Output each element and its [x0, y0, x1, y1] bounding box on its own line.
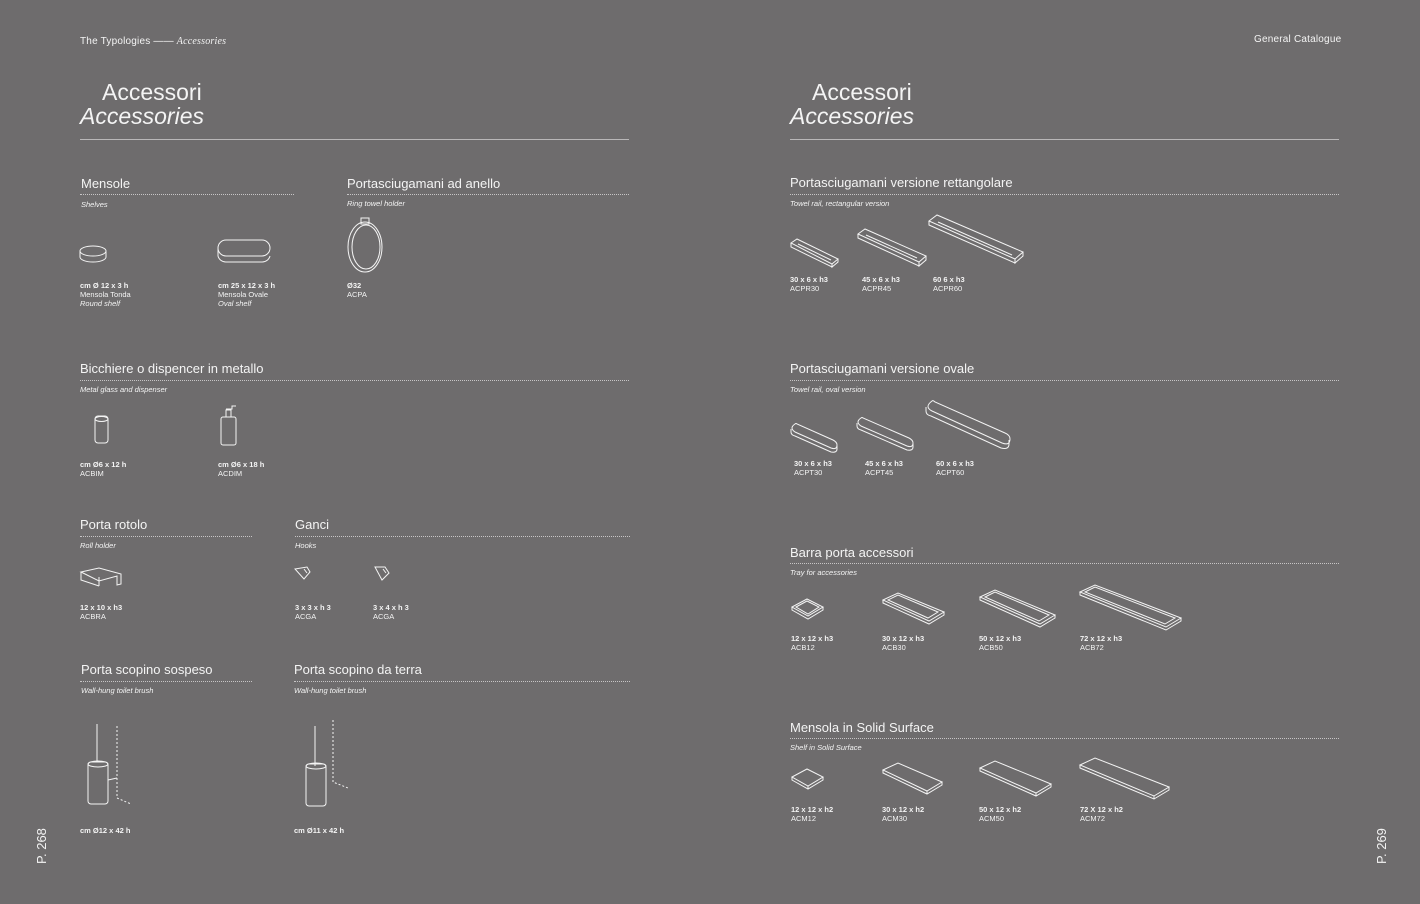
catalogue-label: General Catalogue	[1254, 34, 1342, 45]
item-code: ACB30	[882, 643, 906, 652]
item-spec	[295, 603, 331, 621]
tray-icon	[979, 589, 1057, 629]
glass-icon	[95, 416, 109, 444]
section-subtitle-scopino-sospeso: Wall-hung toilet brush	[81, 686, 154, 695]
section-divider	[80, 681, 252, 682]
item-spec	[936, 459, 974, 477]
section-divider	[790, 194, 1339, 195]
section-title-rotolo: Porta rotolo	[80, 517, 148, 532]
item-spec	[791, 805, 833, 823]
item-spec	[80, 460, 126, 478]
item-spec	[862, 275, 900, 293]
oval-shelf-icon	[218, 238, 272, 264]
item-dim: 12 x 10 x h3	[80, 603, 123, 612]
wall-brush-icon	[86, 722, 134, 810]
section-subtitle-scopino-terra: Wall-hung toilet brush	[294, 686, 367, 695]
page-title-it: Accessori	[102, 79, 202, 105]
item-code: ACPR45	[862, 284, 892, 293]
solid-shelf-icon	[979, 760, 1053, 800]
item-dim: 60 6 x h3	[933, 275, 965, 284]
section-divider	[294, 681, 630, 682]
section-title-rett: Portasciugamani versione rettangolare	[790, 175, 1013, 190]
item-spec	[218, 281, 275, 308]
item-dim: 30 x 12 x h2	[882, 805, 925, 814]
page-number-right: P. 269	[1374, 828, 1389, 864]
item-spec	[373, 603, 409, 621]
section-divider	[790, 563, 1339, 564]
item-spec	[1080, 634, 1122, 652]
item-dim: 3 x 3 x h 3	[295, 603, 331, 612]
item-code: ACB72	[1080, 643, 1104, 652]
section-subtitle-mensole: Shelves	[81, 200, 108, 209]
item-code: ACM72	[1080, 814, 1106, 823]
item-dim: cm 25 x 12 x 3 h	[218, 281, 276, 290]
section-subtitle-bicchiere: Metal glass and dispenser	[80, 385, 168, 394]
section-title-anello: Portasciugamani ad anello	[347, 176, 501, 191]
item-code: ACPR60	[933, 284, 963, 293]
item-spec	[979, 805, 1021, 823]
section-subtitle-rotolo: Roll holder	[80, 541, 116, 550]
page-title-en-right: Accessories	[790, 103, 914, 129]
section-subtitle-ganci: Hooks	[295, 541, 317, 550]
item-dim: 30 x 6 x h3	[790, 275, 828, 284]
item-spec	[294, 826, 344, 835]
item-spec	[1080, 805, 1123, 823]
item-code: ACPR30	[790, 284, 820, 293]
item-name-en: Oval shelf	[218, 299, 252, 308]
section-divider	[80, 536, 252, 537]
section-subtitle-barra: Tray for accessories	[790, 568, 857, 577]
item-spec	[790, 275, 828, 293]
title-divider	[80, 139, 629, 140]
item-code: ACM30	[882, 814, 908, 823]
breadcrumb-italic: Accessories	[176, 36, 227, 47]
item-dim: 72 x 12 x h3	[1080, 634, 1123, 643]
item-dim: 60 x 6 x h3	[936, 459, 974, 468]
title-divider-right	[790, 139, 1339, 140]
section-title-solid: Mensola in Solid Surface	[790, 720, 934, 735]
item-spec	[979, 634, 1021, 652]
section-subtitle-anello: Ring towel holder	[347, 199, 405, 208]
tray-icon	[882, 592, 946, 626]
ring-holder-icon	[346, 218, 386, 274]
solid-shelf-icon	[882, 762, 944, 798]
item-dim: 50 x 12 x h3	[979, 634, 1022, 643]
round-shelf-icon	[80, 244, 108, 264]
item-code: ACGA	[295, 612, 317, 621]
breadcrumb: The Typologies —— Accessories	[80, 36, 227, 47]
item-dim: cm Ø6 x 18 h	[218, 460, 265, 469]
item-dim: Ø32	[347, 281, 362, 290]
item-dim: cm Ø6 x 12 h	[80, 460, 127, 469]
item-code: ACB50	[979, 643, 1003, 652]
section-divider	[790, 380, 1339, 381]
item-dim: 45 x 6 x h3	[865, 459, 903, 468]
item-spec	[933, 275, 965, 293]
hook-icon	[373, 565, 391, 581]
section-title-scopino-terra: Porta scopino da terra	[294, 662, 422, 677]
item-dim: 30 x 6 x h3	[794, 459, 832, 468]
oval-rail-icon	[926, 399, 1012, 453]
item-code: ACPT60	[936, 468, 965, 477]
item-dim: 30 x 12 x h3	[882, 634, 925, 643]
item-spec	[882, 634, 924, 652]
item-spec	[865, 459, 903, 477]
item-dim: 50 x 12 x h2	[979, 805, 1022, 814]
item-code: ACM12	[791, 814, 817, 823]
section-title-barra: Barra porta accessori	[790, 545, 914, 560]
section-divider	[80, 194, 294, 195]
page-number-left: P. 268	[34, 828, 49, 864]
item-code: ACPT30	[794, 468, 823, 477]
item-spec	[347, 281, 367, 299]
floor-brush-icon	[304, 720, 352, 810]
item-dim: 45 x 6 x h3	[862, 275, 900, 284]
section-subtitle-solid: Shelf in Solid Surface	[790, 743, 862, 752]
item-code: ACPA	[347, 290, 367, 299]
section-title-mensole: Mensole	[81, 176, 131, 191]
item-code: ACGA	[373, 612, 395, 621]
rect-rail-icon	[790, 238, 840, 268]
breadcrumb-main: The Typologies	[80, 36, 151, 47]
item-dim: cm Ø 12 x 3 h	[80, 281, 129, 290]
item-dim: 3 x 4 x h 3	[373, 603, 409, 612]
tray-icon	[1079, 584, 1183, 632]
section-subtitle-rett: Towel rail, rectangular version	[790, 199, 890, 208]
section-divider	[347, 194, 629, 195]
section-title-scopino-sospeso: Porta scopino sospeso	[81, 662, 213, 677]
section-divider	[790, 738, 1339, 739]
item-spec	[218, 460, 264, 478]
item-code: ACPT45	[865, 468, 894, 477]
item-name-en: Round shelf	[80, 299, 121, 308]
page-title-en: Accessories	[80, 103, 204, 129]
page-title-it-right: Accessori	[812, 79, 912, 105]
section-subtitle-ovale: Towel rail, oval version	[790, 385, 866, 394]
solid-shelf-icon	[791, 768, 825, 792]
section-divider	[80, 380, 629, 381]
item-dim: cm Ø12 x 42 h	[80, 826, 131, 835]
item-dim: 72 X 12 x h2	[1080, 805, 1123, 814]
oval-rail-icon	[857, 416, 915, 452]
tray-icon	[791, 598, 825, 622]
solid-shelf-icon	[1079, 757, 1171, 805]
item-name: Mensola Tonda	[80, 290, 131, 299]
item-name: Mensola Ovale	[218, 290, 269, 299]
dispenser-icon	[221, 404, 237, 446]
section-divider	[295, 536, 630, 537]
section-title-ganci: Ganci	[295, 517, 329, 532]
item-code: ACBIM	[80, 469, 104, 478]
item-spec	[882, 805, 924, 823]
section-title-bicchiere: Bicchiere o dispencer in metallo	[80, 361, 264, 376]
item-dim: cm Ø11 x 42 h	[294, 826, 345, 835]
item-dim: 12 x 12 x h2	[791, 805, 834, 814]
rect-rail-icon	[928, 214, 1024, 268]
item-dim: 12 x 12 x h3	[791, 634, 834, 643]
item-code: ACDIM	[218, 469, 243, 478]
item-spec	[80, 826, 130, 835]
item-code: ACB12	[791, 643, 815, 652]
item-spec	[791, 634, 833, 652]
hook-icon	[294, 566, 312, 580]
section-title-ovale: Portasciugamani versione ovale	[790, 361, 975, 376]
item-spec	[794, 459, 832, 477]
item-spec	[80, 603, 122, 621]
rect-rail-icon	[857, 228, 927, 268]
oval-rail-icon	[791, 422, 839, 452]
item-spec	[80, 281, 131, 308]
item-code: ACM50	[979, 814, 1005, 823]
item-code: ACBRA	[80, 612, 106, 621]
roll-holder-icon	[80, 566, 124, 588]
